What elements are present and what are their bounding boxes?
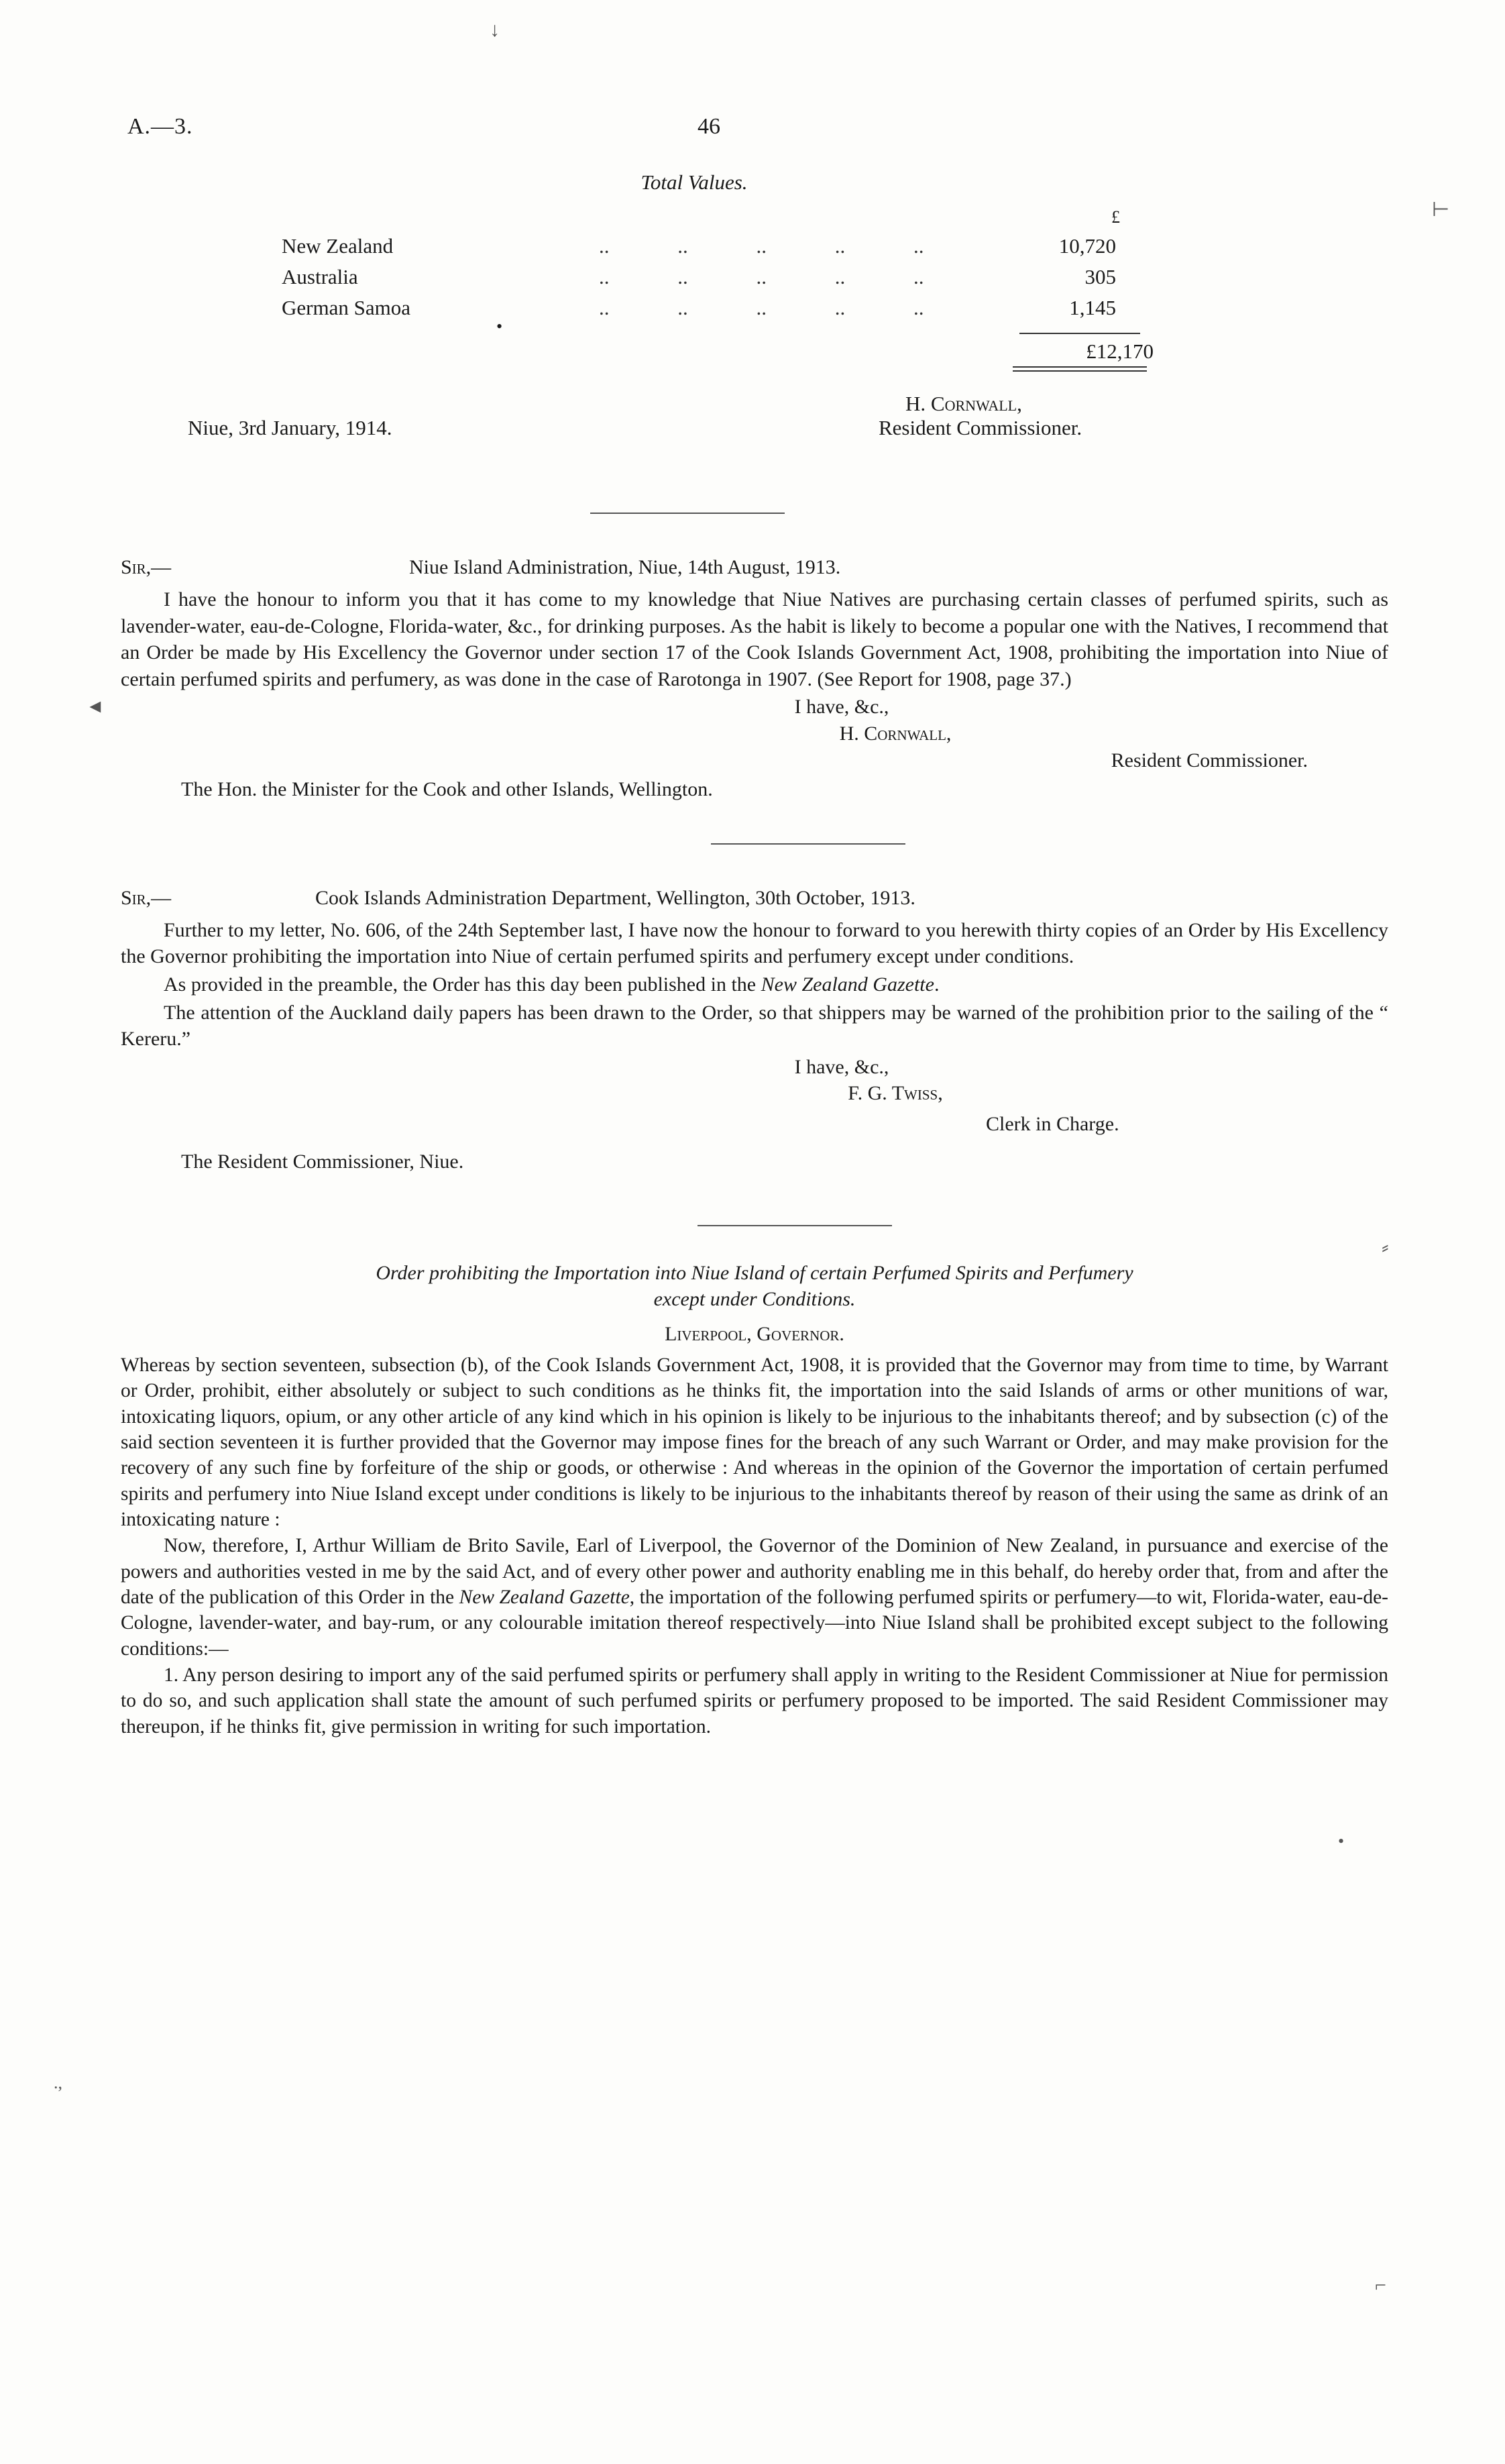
country-amount: 1,145 — [1069, 296, 1116, 319]
para2-post: . — [934, 973, 940, 996]
salutation: Sir,— — [121, 556, 172, 578]
section-divider — [711, 843, 905, 845]
order-body — [121, 1352, 1388, 1739]
letter-closing: I have, &c., — [794, 1055, 889, 1078]
page-header — [121, 114, 1388, 161]
totals-title: Total Values. — [640, 170, 748, 194]
leader-dots: .. — [677, 296, 688, 319]
leader-dots: .. — [599, 234, 610, 258]
signer-name: H. Cornwall, — [839, 722, 952, 745]
section-divider — [698, 1225, 892, 1226]
stray-ink-mark: ⌐ — [1375, 2274, 1386, 2296]
signature-block-1 — [121, 392, 1388, 466]
table-row — [282, 262, 1120, 292]
dateline: Cook Islands Administration Department, Wellington, 30th October, 1913. — [315, 886, 915, 909]
signer-name: H. Cornwall, — [905, 392, 1022, 415]
letter-2 — [121, 885, 1388, 1191]
signer-title: Clerk in Charge. — [986, 1112, 1119, 1135]
leader-dots: .. — [677, 234, 688, 258]
signer-title: Resident Commissioner. — [1111, 749, 1308, 771]
leader-dots: .. — [756, 234, 767, 258]
letter-closing: I have, &c., — [794, 696, 889, 718]
currency-symbol: £ — [1111, 207, 1120, 227]
order-section — [121, 1260, 1388, 1739]
page-number: 46 — [698, 114, 720, 139]
gazette-name: New Zealand Gazette — [761, 973, 934, 996]
order-title — [148, 1260, 1361, 1312]
order-enacting — [121, 1533, 1388, 1662]
leader-dots: .. — [677, 265, 688, 288]
country-amount: 10,720 — [1058, 234, 1116, 258]
signer-title: Resident Commissioner. — [879, 416, 1082, 439]
totals-table — [282, 204, 1120, 323]
leader-dots: .. — [599, 296, 610, 319]
salutation: Sir,— — [121, 886, 172, 909]
enacting-post: , the importation of the following perfumed spirits or perfumery—to wit, Florida-water, eau-de-Cologne, lavender-water, and bay-rum, or any colourable imitation thereof respectively—into Niue Island shall be prohibited except subject to the following conditions:— — [121, 1587, 1388, 1660]
table-row — [282, 292, 1120, 323]
leader-dots: .. — [834, 265, 846, 288]
leader-dots: .. — [756, 296, 767, 319]
order-clause-1: 1. Any person desiring to import any of the said perfumed spirits or perfumery shall apply in writing to the Resident Commissioner at Niue for permission to do so, and such application shall state the amount of such perfumed spirits or perfumery proposed to be imported. The said Resident Commissioner may thereupon, if he thinks fit, give permission in writing for such importation. — [121, 1664, 1388, 1737]
enacting-pre: Now, therefore, I, Arthur William de Brito Savile, Earl of Liverpool, the Governor of the Dominion of New Zealand, in pursuance and exercise of the powers and authorities vested in me by the said Act, and of every other power and authority enabling me in this behalf, do hereby order that, from and after the date of the publication of this Order in the — [121, 1535, 1388, 1608]
addressee: The Hon. the Minister for the Cook and other Islands, Wellington. — [181, 778, 713, 801]
para2-pre: As provided in the preamble, the Order has this day been published in the — [164, 973, 761, 996]
letter-body: I have the honour to inform you that it has come to my knowledge that Niue Natives are purchasing certain classes of perfumed spirits, such as lavender-water, eau-de-Cologne, Florida-water, &c., for drinking purposes. As the habit is likely to become a popular one with the Natives, I recommend that an Order be made by His Excellency the Governor under section 17 of the Cook Islands Government Act, 1908, prohibiting the importation into Niue of certain perfumed spirits and perfumery, as was done in the case of Rarotonga in 1907. (See Report for 1908, page 37.) — [121, 588, 1388, 690]
currency-header-row — [282, 204, 1120, 231]
totals-grand-total: £12,170 — [1086, 339, 1154, 363]
letter-paragraph-1: Further to my letter, No. 606, of the 24th September last, I have now the honour to forward to you herewith thirty copies of an Order by His Excellency the Governor prohibiting the importation into Niue of certain perfumed spirits and perfumery except under conditions. — [121, 918, 1388, 968]
addressee: The Resident Commissioner, Niue. — [181, 1150, 464, 1173]
letter-paragraph-3: The attention of the Auckland daily papers has been drawn to the Order, so that shippers may be warned of the prohibition prior to the sailing of the “ Kereru.” — [121, 1001, 1388, 1051]
leader-dots: .. — [913, 265, 924, 288]
country-label: Australia — [282, 265, 358, 288]
stray-ink-mark: • — [1338, 1831, 1345, 1851]
stray-ink-mark: ., — [54, 2073, 62, 2092]
letter-1 — [121, 554, 1388, 803]
gazette-name: New Zealand Gazette — [459, 1587, 630, 1608]
leader-dots: .. — [834, 234, 846, 258]
country-label: German Samoa — [282, 296, 410, 319]
order-title-line-1: Order prohibiting the Importation into Niue Island of certain Perfumed Spirits and Perfumery — [376, 1261, 1133, 1284]
stray-ink-mark: ◄ — [86, 696, 105, 717]
order-title-line-2: except under Conditions. — [653, 1287, 856, 1310]
table-row — [282, 231, 1120, 262]
totals-double-rule — [1013, 366, 1147, 372]
signer-name: F. G. Twiss, — [848, 1082, 943, 1105]
section-divider — [590, 513, 785, 514]
dateline: Niue Island Administration, Niue, 14th August, 1913. — [409, 556, 841, 578]
page-content — [121, 114, 1388, 1740]
country-amount: 305 — [1084, 265, 1116, 288]
stray-ink-mark: ↓ — [490, 19, 500, 41]
leader-dots: .. — [913, 234, 924, 258]
stray-ink-mark: ⸗ — [1382, 1234, 1389, 1258]
leader-dots: .. — [756, 265, 767, 288]
leader-dots: .. — [834, 296, 846, 319]
governor-name: Liverpool, Governor. — [665, 1322, 844, 1345]
country-label: New Zealand — [282, 234, 394, 258]
totals-rule — [1019, 333, 1140, 334]
place-date: Niue, 3rd January, 1914. — [188, 416, 392, 439]
stray-ink-mark: ⊢ — [1432, 199, 1450, 221]
leader-dots: .. — [913, 296, 924, 319]
letter-paragraph-2 — [121, 971, 1388, 998]
paper-code: A.—3. — [127, 114, 193, 139]
leader-dots: .. — [599, 265, 610, 288]
stray-ink-mark: • — [496, 317, 503, 336]
order-preamble: Whereas by section seventeen, subsection (b), of the Cook Islands Government Act, 1908, it is provided that the Governor may from time to time, by Warrant or Order, prohibit, either absolutely or subject to such conditions as he thinks fit, the importation into the said Islands of arms or other munitions of war, intoxicating liquors, opium, or any other article of any kind which in his opinion is likely to be injurious to the inhabitants thereof; and by subsection (c) of the said section seventeen it is further provided that the Governor may impose fines for the breach of any such Warrant or Order, and may make provision for the recovery of any such fine by forfeiture of the ship or goods, or otherwise : And whereas in the opinion of the Governor the importation of certain perfumed spirits and perfumery into Niue Island except under conditions is likely to be injurious to the inhabitants thereof by reason of their using the same as drink of an intoxicating nature : — [121, 1354, 1388, 1530]
